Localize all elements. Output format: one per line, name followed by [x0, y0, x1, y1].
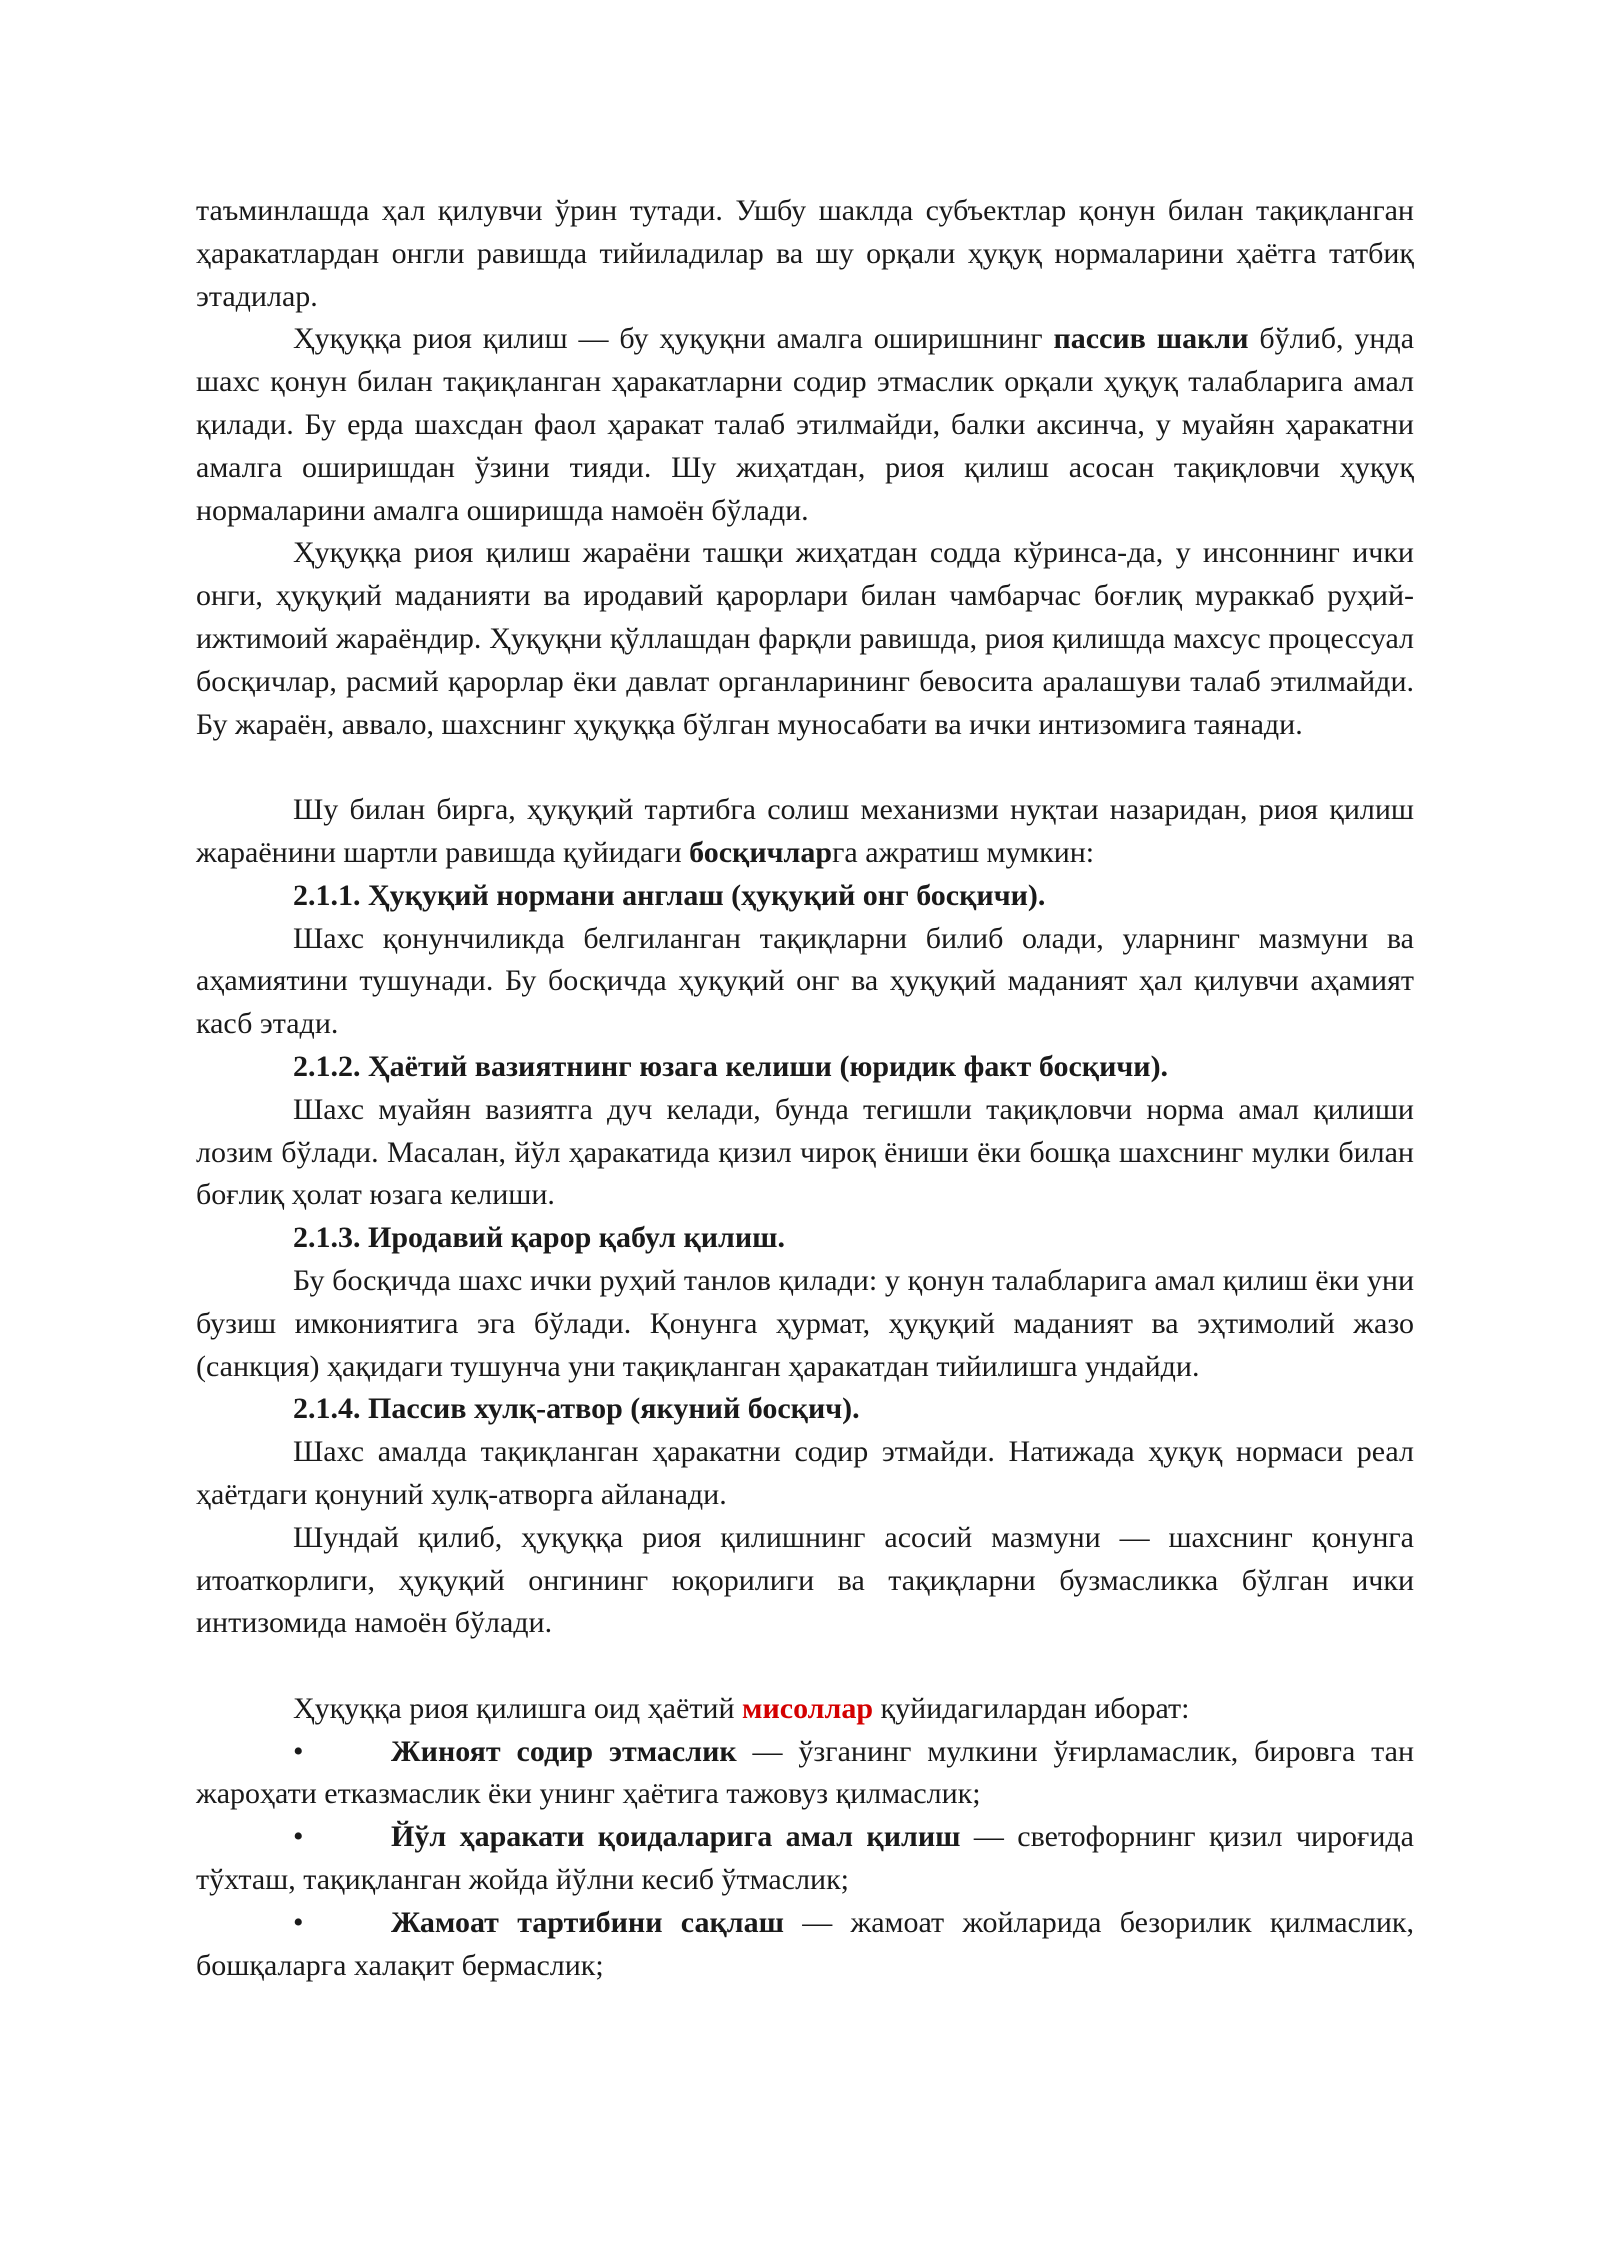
bold-term-passive-form: пассив шакли	[1053, 322, 1249, 356]
paragraph-conclusion: Шундай қилиб, ҳуқуққа риоя қилишнинг асосий мазмуни — шахснинг қонунга итоаткорлиги, ҳуқуқий онгининг юқорилиги ва тақиқларни бузмасликка бўлган ички интизомида намоён бўлади.	[196, 1520, 1414, 1640]
paragraph-process-description: Ҳуқуққа риоя қилиш жараёни ташқи жиҳатдан содда кўринса-да, у инсоннинг ички онги, ҳуқуқий маданияти ва иродавий қарорлари билан чамбарчас боғлиқ мураккаб руҳий-ижтимоий жараёндир. Ҳуқуқни қўллашдан фарқли равишда, риоя қилишда махсус процессуал босқичлар, расмий қарорлар ёки давлат органларининг бевосита аралашуви талаб этилмайди. Бу жараён, аввало, шахснинг ҳуқуққа бўлган муносабати ва ички интизомига таянади.	[196, 536, 1414, 741]
bullet-icon: •	[293, 1820, 304, 1854]
bullet-icon: •	[293, 1905, 304, 1939]
paragraph-text: қуйидагилардан иборат:	[873, 1691, 1190, 1725]
section-heading-2-1-4: 2.1.4. Пассив хулқ-атвор (якуний босқич).	[293, 1392, 860, 1426]
paragraph-stages-intro	[196, 789, 1414, 875]
list-item	[196, 1731, 1414, 1817]
paragraph-text: Шу билан бирга, ҳуқуқий тартибга солиш механизми нуқтаи назаридан, риоя қилиш жараёнини шартли равишда қуйидаги	[196, 793, 1414, 869]
bullet-icon: •	[293, 1734, 304, 1768]
paragraph-passive-form	[196, 318, 1414, 532]
list-item-title: Жиноят содир этмаслик	[391, 1734, 737, 1768]
paragraph-stage-2: Шахс муайян вазиятга дуч келади, бунда тегишли тақиқловчи норма амал қилиши лозим бўлади. Масалан, йўл ҳаракатида қизил чироқ ёниши ёки бошқа шахснинг мулки билан боғлиқ ҳолат юзага келиши.	[196, 1092, 1414, 1212]
list-item-text: — ўзганинг мулкини ўғирламаслик, бировга тан жароҳати етказмаслик ёки унинг ҳаётига тажовуз қилмаслик;	[196, 1734, 1415, 1811]
blank-line	[196, 1645, 1414, 1688]
highlighted-term-examples: мисоллар	[742, 1691, 874, 1725]
paragraph-stage-3: Бу босқичда шахс ички руҳий танлов қилади: у қонун талабларига амал қилиш ёки уни бузиш имкониятига эга бўлади. Қонунга ҳурмат, ҳуқуқий маданият ва эҳтимолий жазо (санкция) ҳақидаги тушунча уни тақиқланган ҳаракатдан тийилишга ундайди.	[196, 1263, 1414, 1383]
list-item-title: Йўл ҳаракати қоидаларига амал қилиш	[391, 1820, 961, 1854]
paragraph-stage-4: Шахс амалда тақиқланган ҳаракатни содир этмайди. Натижада ҳуқуқ нормаси реал ҳаётдаги қонуний хулқ-атворга айланади.	[196, 1435, 1414, 1511]
paragraph-stage-1: Шахс қонунчиликда белгиланган тақиқларни билиб олади, уларнинг мазмуни ва аҳамиятини тушунади. Бу босқичда ҳуқуқий онг ва ҳуқуқий маданият ҳал қилувчи аҳамият касб этади.	[196, 921, 1414, 1041]
blank-line	[196, 746, 1414, 789]
paragraph-text: га ажратиш мумкин:	[832, 835, 1095, 869]
list-item-text: — светофорнинг қизил чироғида тўхташ, тақиқланган жойда йўлни кесиб ўтмаслик;	[196, 1820, 1414, 1897]
section-heading-2-1-1: 2.1.1. Ҳуқуқий нормани англаш (ҳуқуқий онг босқичи).	[293, 878, 1046, 912]
section-heading-2-1-3: 2.1.3. Иродавий қарор қабул қилиш.	[293, 1221, 785, 1255]
list-item	[196, 1816, 1414, 1902]
paragraph-text: Ҳуқуққа риоя қилишга оид ҳаётий	[293, 1691, 743, 1725]
paragraph-text: Ҳуқуққа риоя қилиш — бу ҳуқуқни амалга оширишнинг	[293, 322, 1054, 356]
list-item	[196, 1902, 1414, 1988]
list-item-title: Жамоат тартибини сақлаш	[391, 1905, 784, 1939]
paragraph-intro-continuation: таъминлашда ҳал қилувчи ўрин тутади. Ушбу шаклда субъектлар қонун билан тақиқланган ҳаракатлардан онгли равишда тийиладилар ва шу орқали ҳуқуқ нормаларини ҳаётга татбиқ этадилар.	[196, 194, 1414, 313]
paragraph-examples-intro	[196, 1688, 1414, 1731]
bold-term-stages: босқичлар	[689, 835, 833, 869]
paragraph-text: бўлиб, унда шахс қонун билан тақиқланган ҳаракатларни содир этмаслик орқали ҳуқуқ талабларига амал қилади. Бу ерда шахсдан фаол ҳаракат талаб этилмайди, балки аксинча, у муайян ҳаракатни амалга оширишдан ўзини тияди. Шу жиҳатдан, риоя қилиш асосан тақиқловчи ҳуқуқ нормаларини амалга оширишда намоён бўлади.	[196, 322, 1415, 527]
document-page	[196, 190, 1414, 1987]
section-heading-2-1-2: 2.1.2. Ҳаётий вазиятнинг юзага келиши (юридик факт босқичи).	[293, 1049, 1169, 1083]
list-item-text: — жамоат жойларида безорилик қилмаслик, бошқаларга халақит бермаслик;	[196, 1905, 1415, 1982]
